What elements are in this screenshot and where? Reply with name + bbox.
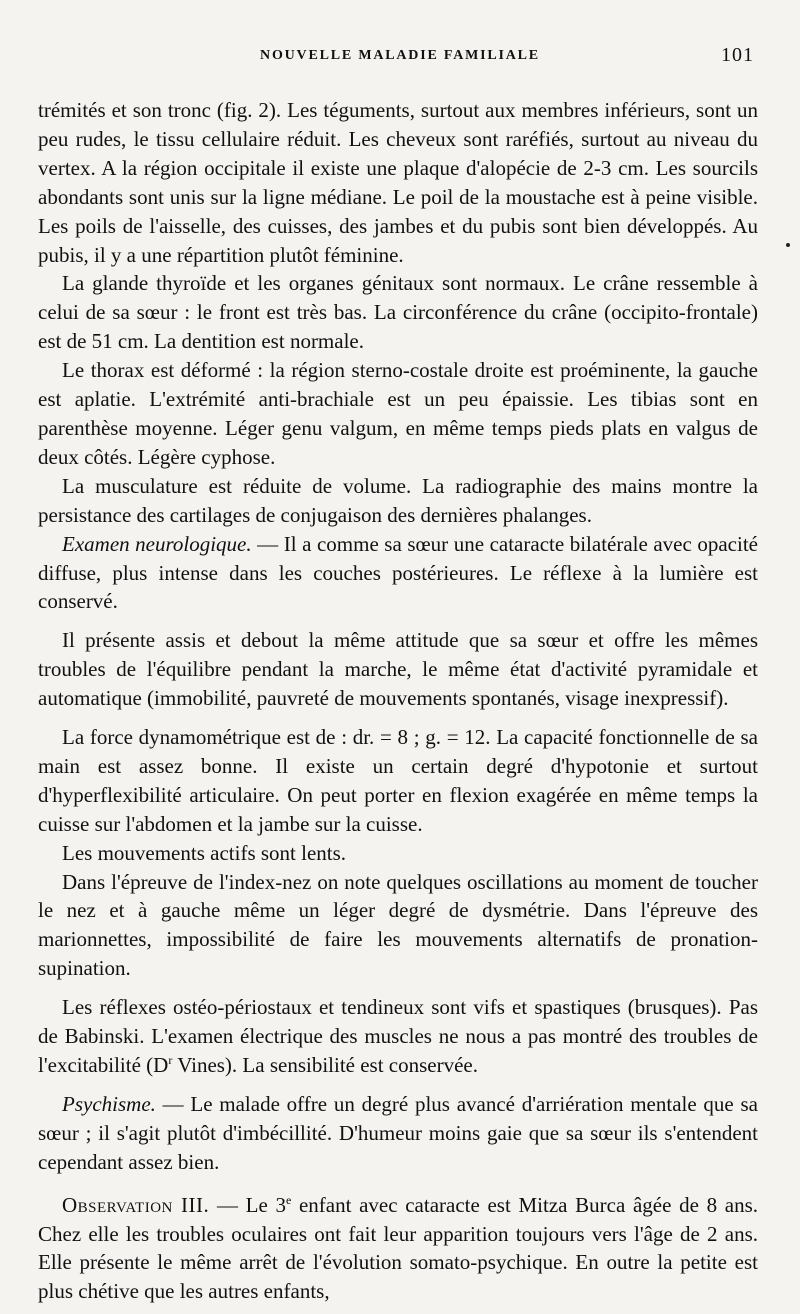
paragraph-text: — Le malade offre un degré plus avancé d'arriération mentale que sa sœur ; il s'agit plutôt d'imbécillité. D'humeur moins gaie que sa sœur ils s'entendent cependant assez bien. bbox=[38, 1091, 758, 1174]
running-title: NOUVELLE MALADIE FAMILIALE bbox=[260, 48, 540, 63]
section-heading-neurological: Examen neurologique. bbox=[62, 531, 252, 556]
page-header bbox=[36, 42, 764, 72]
paragraph: Le thorax est déformé : la région sterno-costale droite est proéminente, la gauche est aplatie. L'extrémité anti-brachiale est un peu épaissie. Les tibias sont en parenthèse moyenne. Léger genu valgum, en même temps pieds plats en valgus de deux côtés. Légère cyphose. bbox=[38, 358, 758, 469]
paragraph-neurological-exam bbox=[38, 530, 758, 617]
margin-mark bbox=[786, 243, 790, 247]
paragraph: Dans l'épreuve de l'index-nez on note quelques oscillations au moment de toucher le nez et à gauche même un léger degré de dysmétrie. Dans l'épreuve des marionnettes, impossibilité de faire les mouvements alternatifs de pronation-supination. bbox=[38, 869, 758, 981]
paragraph: Les mouvements actifs sont lents. bbox=[62, 840, 347, 865]
paragraph: La glande thyroïde et les organes génitaux sont normaux. Le crâne ressemble à celui de sa sœur : le front est très bas. La circonférence du crâne (occipito-frontale) est de 51 cm. La dentition est normale. bbox=[38, 271, 758, 354]
paragraph-text: — Il a comme sa sœur une cataracte bilatérale avec opacité diffuse, plus intense dans les couches postérieures. Le réflexe à la lumière est conservé. bbox=[38, 531, 758, 614]
superscript: r bbox=[168, 1053, 173, 1067]
body-text bbox=[38, 96, 758, 1306]
superscript: e bbox=[285, 1192, 292, 1207]
paragraph-text: enfant avec cataracte est Mitza Burca âgée de 8 ans. Chez elle les troubles oculaires ont fait leur apparition toujours vers l'âge de 2 ans. Elle présente le même arrêt de l'évolution somato-psychique. En outre la petite est plus chétive que les autres enfants, bbox=[38, 1192, 758, 1304]
paragraph: La musculature est réduite de volume. La radiographie des mains montre la persistance des cartilages de conjugaison des dernières phalanges. bbox=[38, 473, 758, 527]
paragraph-text: Vines). La sensibilité est conservée. bbox=[172, 1053, 479, 1077]
paragraph: La force dynamométrique est de : dr. = 8 ; g. = 12. La capacité fonctionnelle de sa main est assez bonne. Il existe un certain degré d'hypotonie et surtout d'hyperflexibilité articulaire. On peut porter en flexion exagérée en même temps la cuisse sur l'abdomen et la jambe sur la cuisse. bbox=[38, 725, 758, 836]
page-number: 101 bbox=[721, 44, 754, 66]
paragraph-observation bbox=[38, 1191, 758, 1307]
section-heading-psychisme: Psychisme. bbox=[62, 1091, 156, 1116]
paragraph-psychisme bbox=[38, 1090, 758, 1177]
paragraph-text: — Le 3 bbox=[209, 1192, 286, 1217]
paragraph-reflexes bbox=[38, 993, 758, 1080]
paragraph: trémités et son tronc (fig. 2). Les téguments, surtout aux membres inférieurs, sont un peu rudes, le tissu cellulaire réduit. Les cheveux sont raréfiés, surtout au niveau du vertex. A la région occipitale il existe une plaque d'alopécie de 2-3 cm. Les sourcils abondants sont unis sur la ligne médiane. Le poil de la moustache est à peine visible. Les poils de l'aisselle, des cuisses, des jambes et du pubis sont bien développés. Au pubis, il y a une répartition plutôt féminine. bbox=[38, 98, 758, 267]
paragraph: Il présente assis et debout la même attitude que sa sœur et offre les mêmes troubles de l'équilibre pendant la marche, le même état d'activité pyramidale et automatique (immobilité, pauvreté de mouvements spontanés, visage inexpressif). bbox=[38, 628, 758, 711]
paragraph-text: Les réflexes ostéo-périostaux et tendineux sont vifs et spastiques (brusques). Pas de Babinski. L'examen électrique des muscles ne nous a pas montré des troubles de l'excitabilité (D bbox=[38, 995, 758, 1077]
observation-label: Observation III. bbox=[62, 1192, 210, 1217]
